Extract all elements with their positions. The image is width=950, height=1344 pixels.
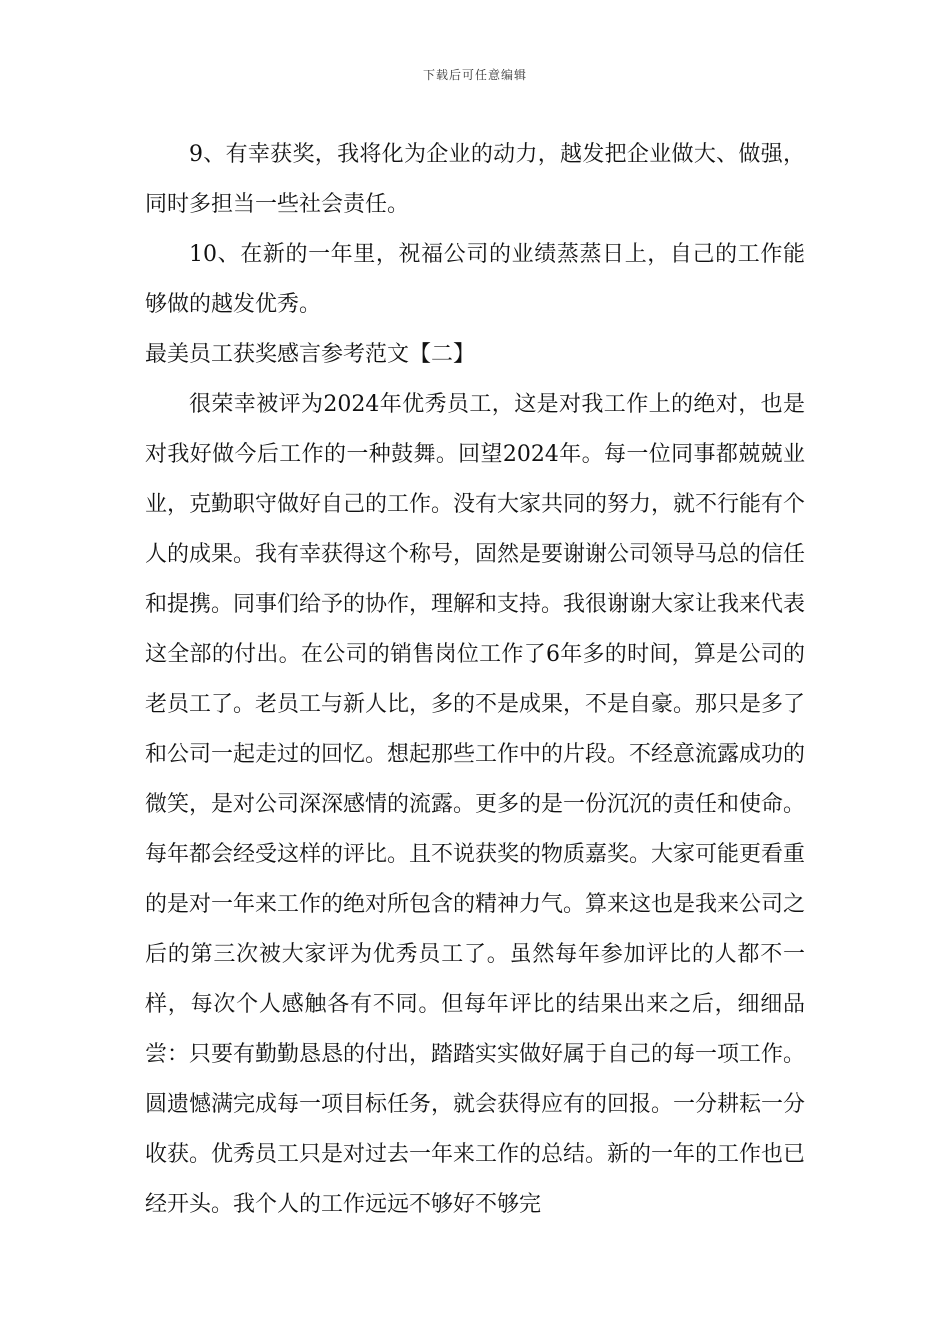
header-note: 下载后可任意编辑 — [422, 68, 527, 82]
section-heading: 最美员工获奖感言参考范文【二】 — [145, 342, 476, 367]
paragraph-main: 很荣幸被评为2024年优秀员工，这是对我工作上的绝对，也是对我好做今后工作的一种鼓舞。回望2024年。每一位同事都兢兢业业，克勤职守做好自己的工作。没有大家共同的努力，就不行能有个人的成果。我有幸获得这个称号，固然是要谢谢公司领导马总的信任和提携。同事们给予的协作，理解和支持。我很谢谢大家让我来代表这全部的付出。在公司的销售岗位工作了6年多的时间，算是公司的老员工了。老员工与新人比，多的不是成果，不是自豪。那只是多了和公司一起走过的回忆。想起那些工作中的片段。不经意流露成功的微笑，是对公司深深感情的流露。更多的是一份沉沉的责任和使命。每年都会经受这样的评比。且不说获奖的物质嘉奖。大家可能更看重的是对一年来工作的绝对所包含的精神力气。算来这也是我来公司之后的第三次被大家评为优秀员工了。虽然每年参加评比的人都不一样，每次个人感触各有不同。但每年评比的结果出来之后，细细品尝：只要有勤勤恳恳的付出，踏踏实实做好属于自己的每一项工作。圆遗憾满完成每一项目标任务，就会获得应有的回报。一分耕耘一分收获。优秀员工只是对过去一年来工作的总结。新的一年的工作也已经开头。我个人的工作远远不够好不够完 — [145, 392, 806, 1217]
document-body — [145, 130, 805, 1230]
paragraph-item-10: 10、在新的一年里，祝福公司的业绩蒸蒸日上，自己的工作能够做的越发优秀。 — [145, 242, 805, 317]
paragraph-item-9: 9、有幸获奖，我将化为企业的动力，越发把企业做大、做强，同时多担当一些社会责任。 — [145, 142, 805, 217]
